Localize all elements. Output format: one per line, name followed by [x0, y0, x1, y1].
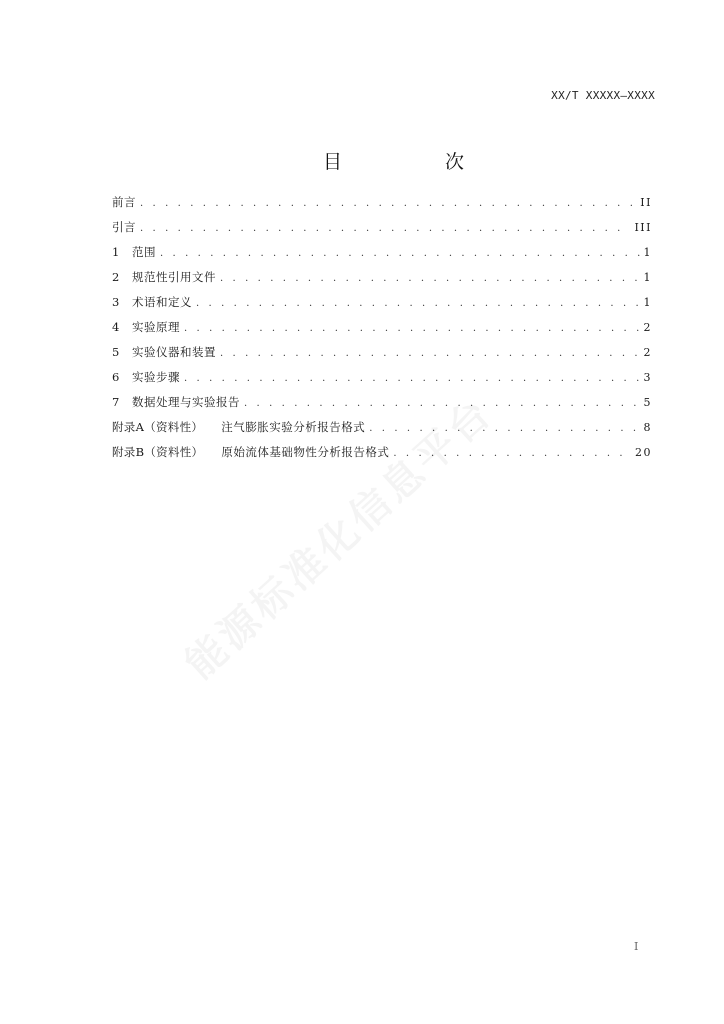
toc-entry-label: 数据处理与实验报告	[132, 395, 240, 409]
toc-entry-number: 7	[112, 395, 120, 409]
toc-entry-page: 5	[643, 396, 652, 409]
table-of-contents	[112, 194, 652, 469]
toc-entry-2[interactable]	[112, 269, 652, 294]
page-number: I	[634, 940, 639, 953]
toc-entry-page: 8	[643, 421, 652, 434]
toc-leader-dots	[140, 223, 630, 234]
toc-entry-page: 2	[643, 321, 652, 334]
toc-entry-page: 3	[643, 371, 652, 384]
toc-entry-page: 1	[643, 246, 652, 259]
toc-entry-appendix-a[interactable]	[112, 419, 652, 444]
toc-entry-label: 原始流体基础物性分析报告格式	[221, 445, 390, 459]
toc-entry-number: 5	[112, 345, 120, 359]
toc-entry-number: 4	[112, 320, 120, 334]
toc-appendix-prefix: 附录A（资料性）	[112, 420, 204, 434]
toc-entry-appendix-b[interactable]	[112, 444, 652, 469]
toc-entry-label: 范围	[132, 245, 156, 259]
toc-entry-page: III	[634, 221, 652, 234]
toc-entry-label: 注气膨胀实验分析报告格式	[221, 420, 366, 434]
toc-leader-dots	[220, 273, 640, 284]
toc-entry-introduction[interactable]	[112, 219, 652, 244]
toc-entry-page: 1	[643, 296, 652, 309]
toc-leader-dots	[184, 323, 640, 334]
toc-entry-number: 6	[112, 370, 120, 384]
toc-entry-1[interactable]	[112, 244, 652, 269]
toc-leader-dots	[160, 248, 640, 259]
document-code: XX/T XXXXX—XXXX	[551, 89, 655, 102]
toc-entry-4[interactable]	[112, 319, 652, 344]
toc-title: 目 次	[322, 151, 506, 173]
toc-leader-dots	[140, 198, 636, 209]
toc-entry-label: 引言	[112, 220, 136, 234]
toc-entry-label: 前言	[112, 195, 136, 209]
toc-leader-dots	[244, 398, 640, 409]
toc-leader-dots	[196, 298, 640, 309]
toc-leader-dots	[184, 373, 640, 384]
toc-leader-dots	[369, 423, 639, 434]
toc-entry-number: 1	[112, 245, 120, 259]
toc-entry-6[interactable]	[112, 369, 652, 394]
toc-entry-7[interactable]	[112, 394, 652, 419]
toc-entry-page: 2	[643, 346, 652, 359]
toc-entry-number: 2	[112, 270, 120, 284]
toc-entry-label: 规范性引用文件	[132, 270, 216, 284]
toc-entry-foreword[interactable]	[112, 194, 652, 219]
toc-entry-label: 实验原理	[132, 320, 180, 334]
toc-appendix-prefix: 附录B（资料性）	[112, 445, 204, 459]
toc-entry-label: 实验仪器和装置	[132, 345, 216, 359]
toc-entry-number: 3	[112, 295, 120, 309]
toc-entry-page: 20	[635, 446, 652, 459]
toc-entry-page: 1	[643, 271, 652, 284]
toc-leader-dots	[220, 348, 640, 359]
toc-entry-page: II	[640, 196, 652, 209]
toc-entry-label: 术语和定义	[132, 295, 192, 309]
toc-entry-5[interactable]	[112, 344, 652, 369]
toc-leader-dots	[393, 448, 631, 459]
toc-entry-label: 实验步骤	[132, 370, 180, 384]
toc-entry-3[interactable]	[112, 294, 652, 319]
